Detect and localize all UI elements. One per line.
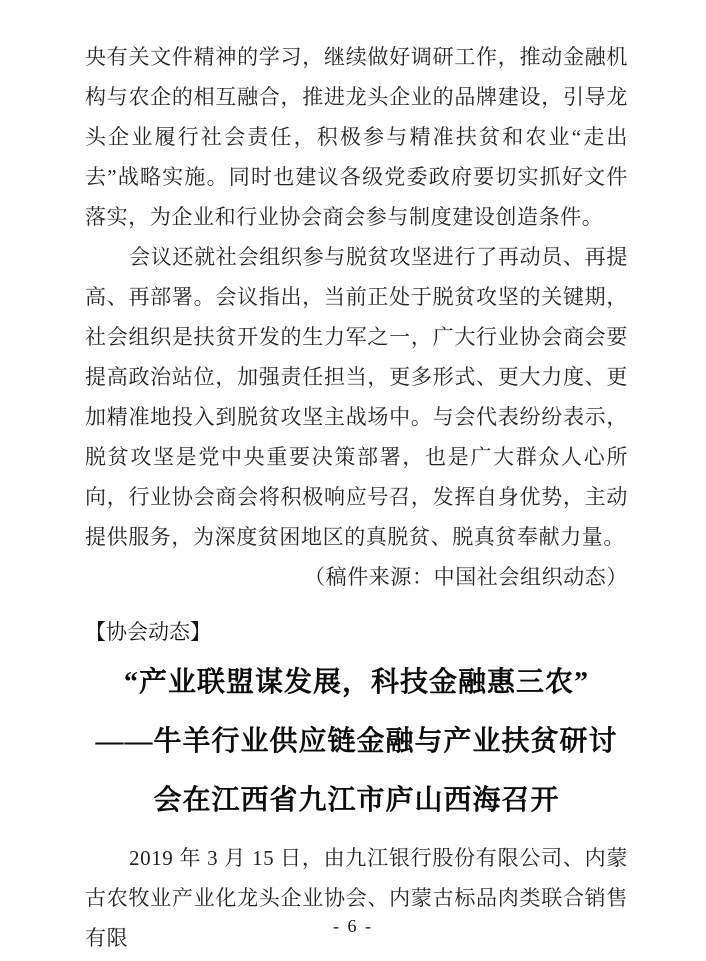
article-title [85,653,628,830]
continued-paragraph-1: 央有关文件精神的学习，继续做好调研工作，推动金融机构与农企的相互融合，推进龙头企业的品牌建设，引导龙头企业履行社会责任，积极参与精准扶贫和农业“走出去”战略实施。同时也建议各级党委政府要切实抓好文件落实，为企业和行业协会商会参与制度建设创造条件。 [85,45,628,229]
continued-paragraph-2: 会议还就社会组织参与脱贫攻坚进行了再动员、再提高、再部署。会议指出，当前正处于脱贫攻坚的关键期，社会组织是扶贫开发的生力军之一，广大行业协会商会要提高政治站位，加强责任担当，更多形式、更大力度、更加精准地投入到脱贫攻坚主战场中。与会代表纷纷表示，脱贫攻坚是党中央重要决策部署，也是广大群众人心所向，行业协会商会将积极响应号召，发挥自身优势，主动提供服务，为深度贫困地区的真脱贫、脱真贫奉献力量。 [85,245,628,549]
article-title-line-3: 会在江西省九江市庐山西海召开 [153,785,560,816]
page-number: - 6 - [333,916,373,936]
article-paragraph: 2019 年 3 月 15 日，由九江银行股份有限公司、内蒙古农牧业产业化龙头企业协会、内蒙古标品肉类联合销售有限 [85,846,628,950]
article-title-line-2: ——牛羊行业供应链金融与产业扶贫研讨 [95,726,618,757]
article-title-line-1: “产业联盟谋发展，科技金融惠三农” [123,667,589,698]
section-label: 【协会动态】 [85,621,211,644]
source-attribution: （稿件来源：中国社会组织动态） [304,565,628,589]
page-content [85,37,628,958]
